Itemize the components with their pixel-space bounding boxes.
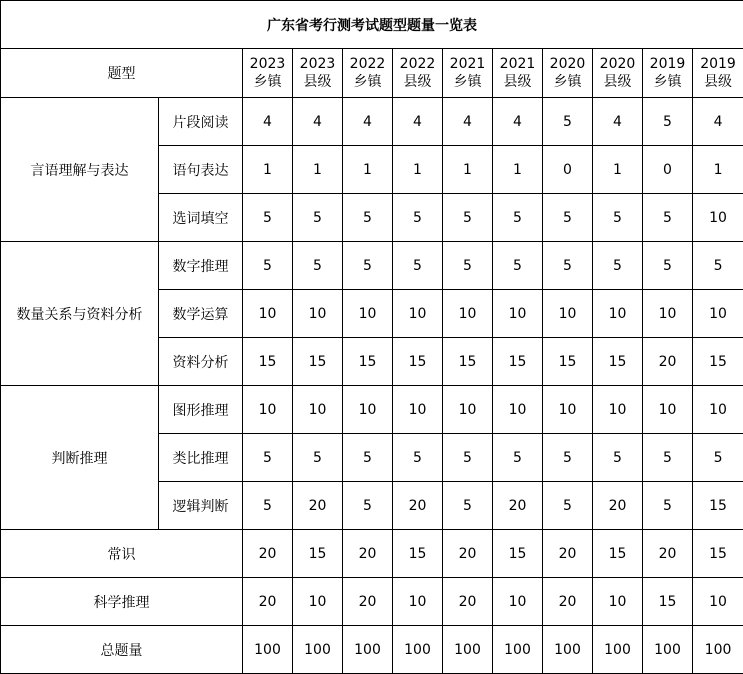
value-cell: 1 xyxy=(693,146,743,194)
value-cell: 10 xyxy=(693,290,743,338)
value-cell: 15 xyxy=(293,338,343,386)
table-row xyxy=(1,386,743,434)
value-cell: 20 xyxy=(493,482,543,530)
type-label: 常识 xyxy=(1,530,243,578)
value-cell: 10 xyxy=(493,290,543,338)
value-cell: 10 xyxy=(643,290,693,338)
value-cell: 20 xyxy=(543,530,593,578)
value-cell: 10 xyxy=(293,386,343,434)
value-cell: 5 xyxy=(243,434,293,482)
value-cell: 20 xyxy=(443,530,493,578)
value-cell: 5 xyxy=(443,434,493,482)
value-cell: 0 xyxy=(543,146,593,194)
value-cell: 100 xyxy=(243,626,293,674)
type-label: 总题量 xyxy=(1,626,243,674)
value-cell: 10 xyxy=(543,290,593,338)
subtype-label: 逻辑判断 xyxy=(159,482,243,530)
value-cell: 5 xyxy=(343,434,393,482)
subtype-label: 图形推理 xyxy=(159,386,243,434)
column-year: 2023 xyxy=(243,55,292,73)
value-cell: 10 xyxy=(393,386,443,434)
value-cell: 100 xyxy=(493,626,543,674)
value-cell: 1 xyxy=(443,146,493,194)
value-cell: 5 xyxy=(493,194,543,242)
value-cell: 15 xyxy=(693,338,743,386)
subtype-label: 片段阅读 xyxy=(159,98,243,146)
value-cell: 5 xyxy=(293,434,343,482)
table-row xyxy=(1,530,743,578)
value-cell: 5 xyxy=(443,194,493,242)
value-cell: 15 xyxy=(343,338,393,386)
value-cell: 5 xyxy=(393,194,443,242)
column-level: 乡镇 xyxy=(243,73,292,91)
value-cell: 20 xyxy=(593,482,643,530)
column-level: 县级 xyxy=(593,73,642,91)
value-cell: 5 xyxy=(243,482,293,530)
value-cell: 0 xyxy=(643,146,693,194)
value-cell: 100 xyxy=(443,626,493,674)
type-label: 科学推理 xyxy=(1,578,243,626)
column-year: 2021 xyxy=(443,55,492,73)
value-cell: 15 xyxy=(243,338,293,386)
value-cell: 20 xyxy=(243,578,293,626)
column-header xyxy=(643,49,693,98)
column-level: 县级 xyxy=(693,73,743,91)
value-cell: 15 xyxy=(393,530,443,578)
column-level: 县级 xyxy=(493,73,542,91)
value-cell: 10 xyxy=(493,386,543,434)
value-cell: 5 xyxy=(593,194,643,242)
group-label: 数量关系与资料分析 xyxy=(1,242,159,386)
value-cell: 5 xyxy=(493,434,543,482)
value-cell: 5 xyxy=(643,194,693,242)
column-year: 2020 xyxy=(593,55,642,73)
value-cell: 4 xyxy=(593,98,643,146)
value-cell: 5 xyxy=(593,242,643,290)
column-level: 乡镇 xyxy=(643,73,692,91)
table-row xyxy=(1,98,743,146)
column-year: 2020 xyxy=(543,55,592,73)
column-level: 县级 xyxy=(293,73,342,91)
value-cell: 10 xyxy=(343,386,393,434)
column-header xyxy=(693,49,743,98)
value-cell: 10 xyxy=(243,290,293,338)
value-cell: 5 xyxy=(443,482,493,530)
group-label: 言语理解与表达 xyxy=(1,98,159,242)
value-cell: 5 xyxy=(643,434,693,482)
value-cell: 5 xyxy=(693,434,743,482)
value-cell: 5 xyxy=(693,242,743,290)
column-level: 乡镇 xyxy=(443,73,492,91)
column-year: 2019 xyxy=(693,55,743,73)
value-cell: 20 xyxy=(543,578,593,626)
value-cell: 10 xyxy=(493,578,543,626)
value-cell: 10 xyxy=(293,290,343,338)
value-cell: 5 xyxy=(393,434,443,482)
value-cell: 5 xyxy=(543,194,593,242)
value-cell: 5 xyxy=(543,482,593,530)
value-cell: 10 xyxy=(593,386,643,434)
column-header xyxy=(393,49,443,98)
value-cell: 5 xyxy=(443,242,493,290)
value-cell: 20 xyxy=(393,482,443,530)
column-header xyxy=(443,49,493,98)
value-cell: 5 xyxy=(293,194,343,242)
value-cell: 100 xyxy=(643,626,693,674)
value-cell: 15 xyxy=(443,338,493,386)
value-cell: 15 xyxy=(543,338,593,386)
value-cell: 5 xyxy=(243,242,293,290)
value-cell: 10 xyxy=(643,386,693,434)
value-cell: 5 xyxy=(243,194,293,242)
value-cell: 10 xyxy=(693,386,743,434)
column-year: 2019 xyxy=(643,55,692,73)
subtype-label: 数字推理 xyxy=(159,242,243,290)
value-cell: 10 xyxy=(243,386,293,434)
value-cell: 5 xyxy=(343,242,393,290)
column-header xyxy=(493,49,543,98)
group-label: 判断推理 xyxy=(1,386,159,530)
value-cell: 10 xyxy=(693,194,743,242)
value-cell: 5 xyxy=(543,98,593,146)
value-cell: 5 xyxy=(643,482,693,530)
header-type-label: 题型 xyxy=(1,49,243,98)
value-cell: 1 xyxy=(293,146,343,194)
value-cell: 10 xyxy=(543,386,593,434)
value-cell: 4 xyxy=(443,98,493,146)
column-header xyxy=(293,49,343,98)
subtype-label: 资料分析 xyxy=(159,338,243,386)
column-header xyxy=(543,49,593,98)
value-cell: 100 xyxy=(593,626,643,674)
value-cell: 10 xyxy=(693,578,743,626)
value-cell: 5 xyxy=(643,242,693,290)
value-cell: 4 xyxy=(293,98,343,146)
column-year: 2023 xyxy=(293,55,342,73)
column-header xyxy=(593,49,643,98)
subtype-label: 语句表达 xyxy=(159,146,243,194)
value-cell: 20 xyxy=(343,530,393,578)
value-cell: 4 xyxy=(693,98,743,146)
value-cell: 5 xyxy=(393,242,443,290)
subtype-label: 类比推理 xyxy=(159,434,243,482)
table-row xyxy=(1,626,743,674)
table-title: 广东省考行测考试题型题量一览表 xyxy=(1,1,743,49)
value-cell: 1 xyxy=(393,146,443,194)
value-cell: 5 xyxy=(493,242,543,290)
value-cell: 10 xyxy=(293,578,343,626)
column-header xyxy=(243,49,293,98)
value-cell: 100 xyxy=(343,626,393,674)
column-level: 县级 xyxy=(393,73,442,91)
value-cell: 1 xyxy=(493,146,543,194)
value-cell: 15 xyxy=(493,530,543,578)
value-cell: 5 xyxy=(293,242,343,290)
table-row xyxy=(1,242,743,290)
value-cell: 5 xyxy=(543,242,593,290)
value-cell: 1 xyxy=(593,146,643,194)
subtype-label: 数学运算 xyxy=(159,290,243,338)
value-cell: 15 xyxy=(693,530,743,578)
value-cell: 5 xyxy=(593,434,643,482)
column-year: 2022 xyxy=(393,55,442,73)
value-cell: 10 xyxy=(393,290,443,338)
value-cell: 15 xyxy=(293,530,343,578)
value-cell: 15 xyxy=(393,338,443,386)
value-cell: 20 xyxy=(643,338,693,386)
value-cell: 5 xyxy=(643,98,693,146)
column-header xyxy=(343,49,393,98)
value-cell: 4 xyxy=(493,98,543,146)
value-cell: 20 xyxy=(293,482,343,530)
table-row xyxy=(1,578,743,626)
value-cell: 10 xyxy=(593,290,643,338)
column-year: 2022 xyxy=(343,55,392,73)
value-cell: 10 xyxy=(393,578,443,626)
value-cell: 15 xyxy=(593,338,643,386)
value-cell: 15 xyxy=(493,338,543,386)
value-cell: 4 xyxy=(393,98,443,146)
value-cell: 100 xyxy=(693,626,743,674)
value-cell: 5 xyxy=(343,194,393,242)
value-cell: 4 xyxy=(243,98,293,146)
value-cell: 1 xyxy=(343,146,393,194)
value-cell: 5 xyxy=(543,434,593,482)
value-cell: 100 xyxy=(293,626,343,674)
value-cell: 10 xyxy=(593,578,643,626)
value-cell: 10 xyxy=(443,386,493,434)
value-cell: 4 xyxy=(343,98,393,146)
value-cell: 15 xyxy=(693,482,743,530)
value-cell: 15 xyxy=(643,578,693,626)
column-level: 乡镇 xyxy=(543,73,592,91)
subtype-label: 选词填空 xyxy=(159,194,243,242)
value-cell: 20 xyxy=(343,578,393,626)
value-cell: 15 xyxy=(593,530,643,578)
value-cell: 100 xyxy=(543,626,593,674)
value-cell: 20 xyxy=(643,530,693,578)
value-cell: 20 xyxy=(443,578,493,626)
value-cell: 5 xyxy=(343,482,393,530)
value-cell: 20 xyxy=(243,530,293,578)
value-cell: 100 xyxy=(393,626,443,674)
value-cell: 10 xyxy=(343,290,393,338)
column-level: 乡镇 xyxy=(343,73,392,91)
value-cell: 10 xyxy=(443,290,493,338)
value-cell: 1 xyxy=(243,146,293,194)
column-year: 2021 xyxy=(493,55,542,73)
